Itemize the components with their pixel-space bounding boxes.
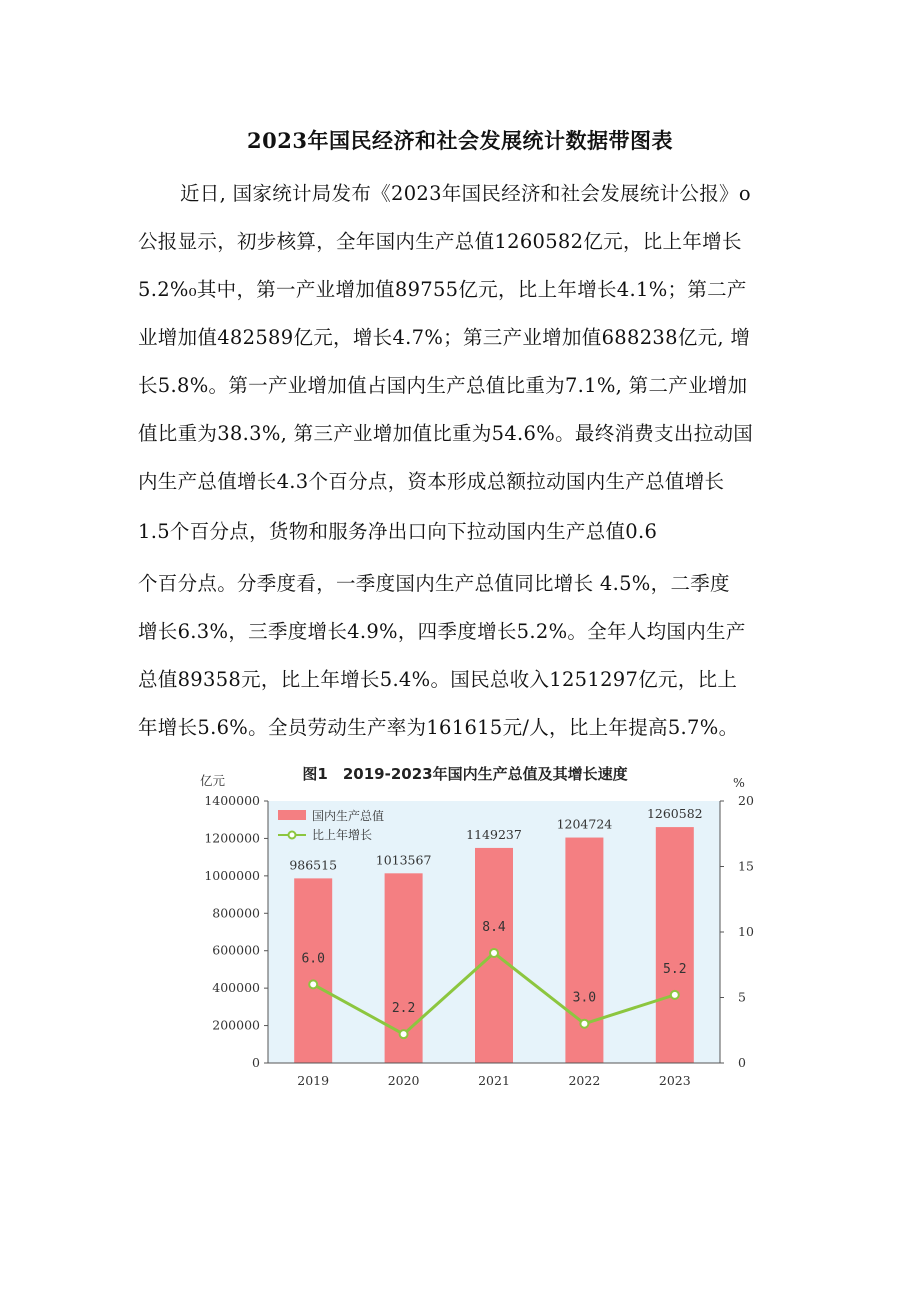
y-right-tick-label: 5 (738, 989, 746, 1005)
y-left-tick-label: 800000 (212, 905, 260, 921)
y-left-tick-label: 1000000 (204, 867, 260, 883)
growth-point-label: 6.0 (301, 951, 325, 967)
gdp-chart (170, 755, 760, 1100)
gdp-bar-label: 986515 (289, 857, 338, 873)
paragraph-line: 长5.8%。第一产业增加值占国内生产总值比重为7.1%, 第二产业增加 (138, 374, 748, 397)
y-left-unit-label: 亿元 (200, 773, 226, 788)
growth-point (400, 1030, 408, 1038)
gdp-bar (294, 878, 332, 1063)
gdp-bar-label: 1260582 (646, 806, 703, 822)
y-right-tick-label: 10 (738, 924, 754, 939)
y-left-tick-label: 1400000 (204, 793, 260, 808)
legend-bar-swatch (278, 810, 306, 820)
paragraph-line: 公报显示，初步核算，全年国内生产总值1260582亿元，比上年增长 (138, 230, 742, 253)
y-right-unit-label: % (733, 775, 745, 790)
x-tick-label: 2020 (387, 1073, 420, 1088)
paragraph-line: 增长6.3%，三季度增长4.9%，四季度增长5.2%。全年人均国内生产 (138, 620, 746, 643)
y-left-tick-label: 1200000 (204, 830, 260, 846)
gdp-chart-svg (170, 755, 760, 1100)
paragraph-line: 近日, 国家统计局发布《2023年国民经济和社会发展统计公报》o (180, 182, 751, 205)
document-title: 2023年国民经济和社会发展统计数据带图表 (247, 128, 673, 153)
gdp-bar (656, 827, 694, 1063)
legend-gdp-label: 国内生产总值 (312, 809, 385, 823)
paragraph-line: 个百分点。分季度看，一季度国内生产总值同比增长 4.5%，二季度 (138, 572, 730, 595)
x-tick-label: 2019 (297, 1073, 330, 1088)
legend-line-marker (289, 832, 296, 839)
growth-point (671, 991, 679, 999)
paragraph-line: 业增加值482589亿元，增长4.7%；第三产业增加值688238亿元, 增 (138, 326, 751, 349)
gdp-bar (565, 838, 603, 1063)
y-left-tick-label: 200000 (212, 1017, 260, 1033)
growth-point-label: 3.0 (572, 990, 597, 1006)
x-tick-label: 2021 (478, 1073, 510, 1088)
growth-point-label: 2.2 (391, 1001, 416, 1017)
legend-growth-label: 比上年增长 (312, 828, 373, 842)
gdp-bar-label: 1204724 (556, 816, 613, 832)
growth-point (490, 949, 498, 957)
paragraph-line: 总值89358元，比上年增长5.4%。国民总收入1251297亿元，比上 (138, 668, 738, 691)
chart-title: 图1 2019-2023年国内生产总值及其增长速度 (302, 765, 628, 783)
paragraph-line: 年增长5.6%。全员劳动生产率为161615元/人，比上年提高5.7%。 (138, 716, 739, 739)
growth-point (580, 1020, 588, 1028)
y-left-tick-label: 0 (252, 1055, 260, 1070)
paragraph-line: 5.2%₀其中，第一产业增加值89755亿元，比上年增长4.1%；第二产 (138, 278, 747, 301)
x-tick-label: 2022 (568, 1073, 601, 1088)
y-left-tick-label: 600000 (212, 942, 260, 958)
paragraph-line: 值比重为38.3%, 第三产业增加值比重为54.6%。最终消费支出拉动国 (138, 422, 754, 445)
growth-point-label: 8.4 (482, 919, 506, 935)
y-right-tick-label: 0 (738, 1055, 746, 1070)
gdp-bar-label: 1013567 (375, 852, 432, 868)
growth-point-label: 5.2 (663, 961, 687, 977)
growth-point (309, 980, 317, 988)
paragraph-line: 内生产总值增长4.3个百分点，资本形成总额拉动国内生产总值增长 (138, 470, 725, 493)
gdp-bar-label: 1149237 (466, 826, 522, 842)
y-right-tick-label: 20 (738, 793, 754, 808)
y-right-tick-label: 15 (738, 858, 754, 874)
y-left-tick-label: 400000 (212, 980, 260, 996)
paragraph-line: 1.5个百分点，货物和服务净出口向下拉动国内生产总值0.6 (138, 520, 658, 543)
x-tick-label: 2023 (658, 1073, 691, 1088)
